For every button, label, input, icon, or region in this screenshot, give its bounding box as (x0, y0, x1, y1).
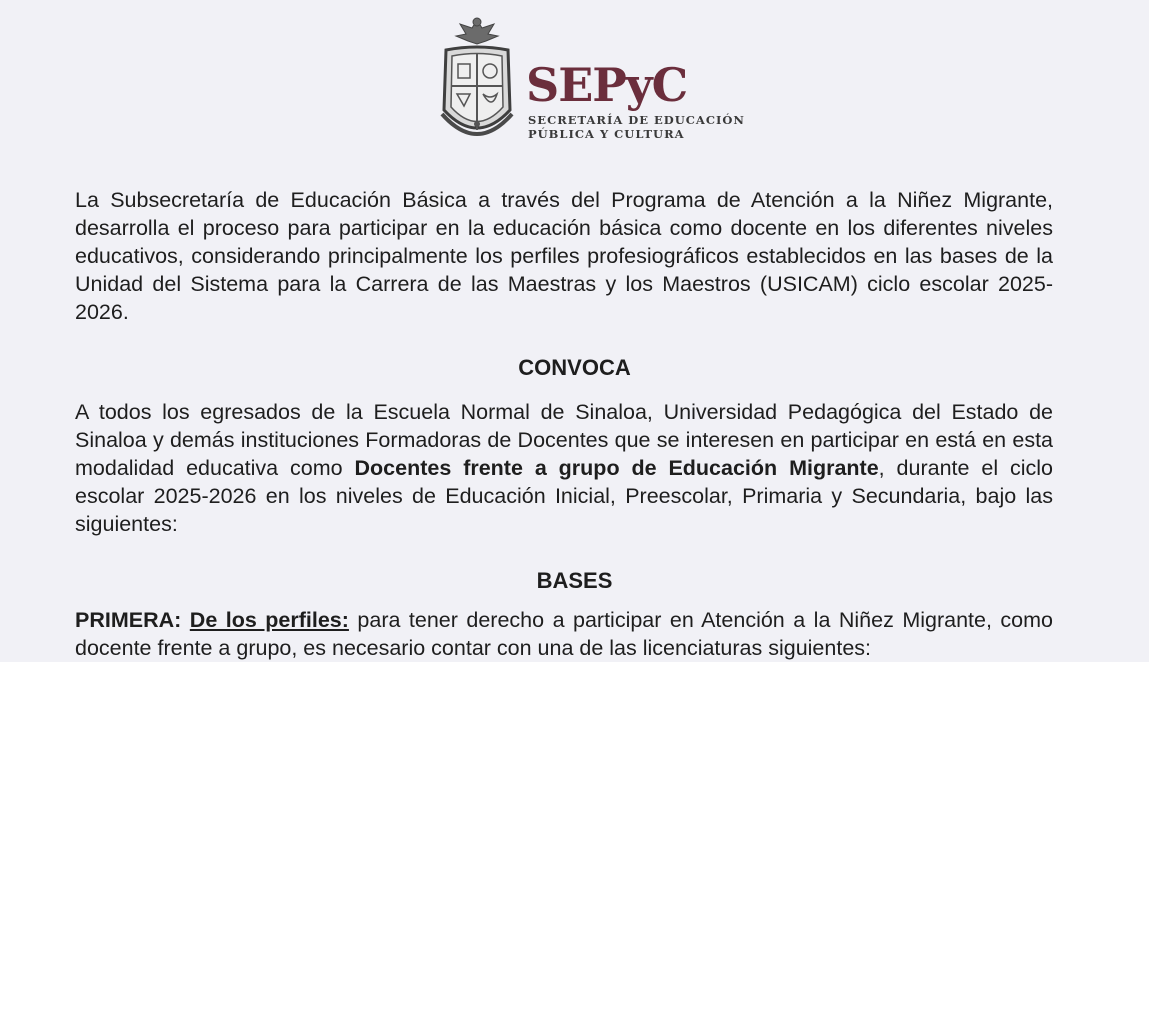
convoca-text-after: , durante el ciclo escolar 2025-2026 en los niveles de Educación Inicial, Preescolar, Primaria y Secundaria, bajo las siguientes: (75, 456, 1053, 536)
primera-title: De los perfiles: (189, 608, 349, 632)
primera-label: PRIMERA: (75, 608, 182, 632)
convoca-text-before: A todos los egresados de la Escuela Normal de Sinaloa, Universidad Pedagógica del Estado de Sinaloa y demás instituciones Formadoras de Docentes que se interesen en participar en está en esta modalidad educativa como (75, 400, 1053, 480)
brand-title: SEPyC (526, 58, 688, 112)
convoca-text-bold: Docentes frente a grupo de Educación Migrante (354, 456, 879, 480)
convoca-paragraph (75, 398, 1053, 538)
convoca-heading: CONVOCA (518, 355, 631, 380)
brand-subtitle (528, 113, 758, 141)
brand-subtitle-line2: PÚBLICA Y CULTURA (528, 127, 685, 141)
bases-heading: BASES (536, 568, 613, 593)
blank-area (0, 662, 1149, 1018)
document-header (436, 14, 756, 146)
brand-subtitle-line1: SECRETARÍA DE EDUCACIÓN (528, 113, 745, 127)
primera-paragraph (75, 606, 1053, 662)
state-seal-logo (436, 14, 518, 146)
primera-text: para tener derecho a participar en Atención a la Niñez Migrante, como docente frente a grupo, es necesario contar con una de las licenciaturas siguientes: (75, 608, 1053, 660)
intro-paragraph: La Subsecretaría de Educación Básica a través del Programa de Atención a la Niñez Migrante, desarrolla el proceso para participar en la educación básica como docente en los diferentes niveles educativos, considerando principalmente los perfiles profesiográficos establecidos en las bases de la Unidad del Sistema para la Carrera de las Maestras y los Maestros (USICAM) ciclo escolar 2025-2026. (75, 188, 1053, 324)
